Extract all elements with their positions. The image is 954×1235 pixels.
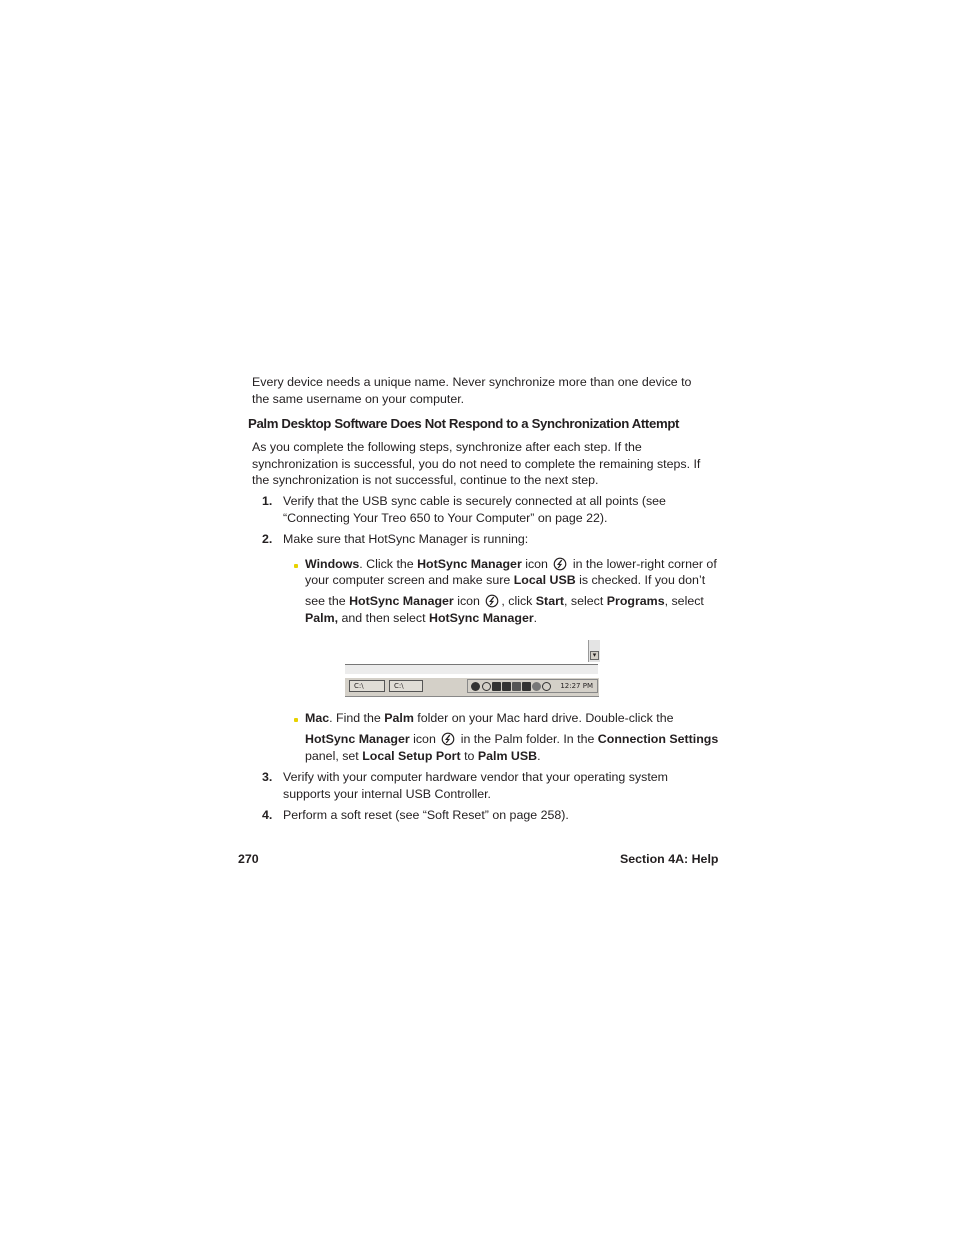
section-heading: Palm Desktop Software Does Not Respond to a Synchronization Attempt bbox=[248, 416, 680, 431]
tray-icon[interactable] bbox=[471, 682, 480, 691]
tray-icon[interactable] bbox=[522, 682, 531, 691]
hotsync-tray-icon[interactable] bbox=[482, 682, 491, 691]
mac-bullet-line2: HotSync Manager icon in the Palm folder. In the Connection Settings bbox=[305, 732, 719, 746]
hotsync-icon bbox=[485, 594, 499, 608]
windows-bullet-line2: your computer screen and make sure Local USB is checked. If you don’t bbox=[305, 573, 706, 587]
intro-paragraph: As you complete the following steps, synchronize after each step. If the synchronization is successful, you do not need to complete the remaining steps. If the synchronization is not successful, continue to the next step. bbox=[252, 440, 701, 488]
step-text: Make sure that HotSync Manager is running: bbox=[283, 532, 529, 546]
tray-icon[interactable] bbox=[532, 682, 541, 691]
tray-icon[interactable] bbox=[542, 682, 551, 691]
step-number: 1. bbox=[262, 494, 273, 508]
step-number: 2. bbox=[262, 532, 273, 546]
bullet-marker bbox=[294, 718, 298, 722]
step-text: Verify with your computer hardware vendor that your operating system supports your internal USB Controller. bbox=[283, 770, 668, 801]
window-pane bbox=[345, 664, 598, 674]
step-number: 3. bbox=[262, 770, 273, 784]
taskbar-button[interactable]: C:\ bbox=[349, 680, 385, 692]
windows-bullet-line1: Windows. Click the HotSync Manager icon in the lower-right corner of bbox=[305, 557, 717, 571]
page-number: 270 bbox=[238, 852, 259, 866]
intro-text: Every device needs a unique name. Never synchronize more than one device to the same username on your computer. bbox=[252, 375, 692, 406]
windows-bullet-line4: Palm, and then select HotSync Manager. bbox=[305, 611, 538, 625]
step-text: Perform a soft reset (see “Soft Reset” on page 258). bbox=[283, 808, 569, 822]
bullet-marker bbox=[294, 564, 298, 568]
taskbar-screenshot bbox=[345, 640, 600, 696]
mac-bullet-line1: Mac. Find the Palm folder on your Mac hard drive. Double-click the bbox=[305, 711, 674, 725]
windows-bullet-line3: see the HotSync Manager icon , click Start, select Programs, select bbox=[305, 594, 704, 608]
tray-icon[interactable] bbox=[502, 682, 511, 691]
scrollbar[interactable] bbox=[588, 640, 600, 662]
system-tray bbox=[467, 679, 598, 693]
step-text: Verify that the USB sync cable is securely connected at all points (see “Connecting Your Treo 650 to Your Computer” on page 22). bbox=[283, 494, 666, 525]
section-label: Section 4A: Help bbox=[620, 852, 719, 866]
clock: 12:27 PM bbox=[560, 682, 593, 690]
tray-icon[interactable] bbox=[512, 682, 521, 691]
taskbar-button[interactable]: C:\ bbox=[389, 680, 423, 692]
tray-icon[interactable] bbox=[492, 682, 501, 691]
mac-bullet-line3: panel, set Local Setup Port to Palm USB. bbox=[305, 749, 541, 763]
step-number: 4. bbox=[262, 808, 273, 822]
scroll-down-button[interactable]: ▾ bbox=[590, 651, 599, 660]
hotsync-icon bbox=[553, 557, 567, 571]
hotsync-icon bbox=[441, 732, 455, 746]
